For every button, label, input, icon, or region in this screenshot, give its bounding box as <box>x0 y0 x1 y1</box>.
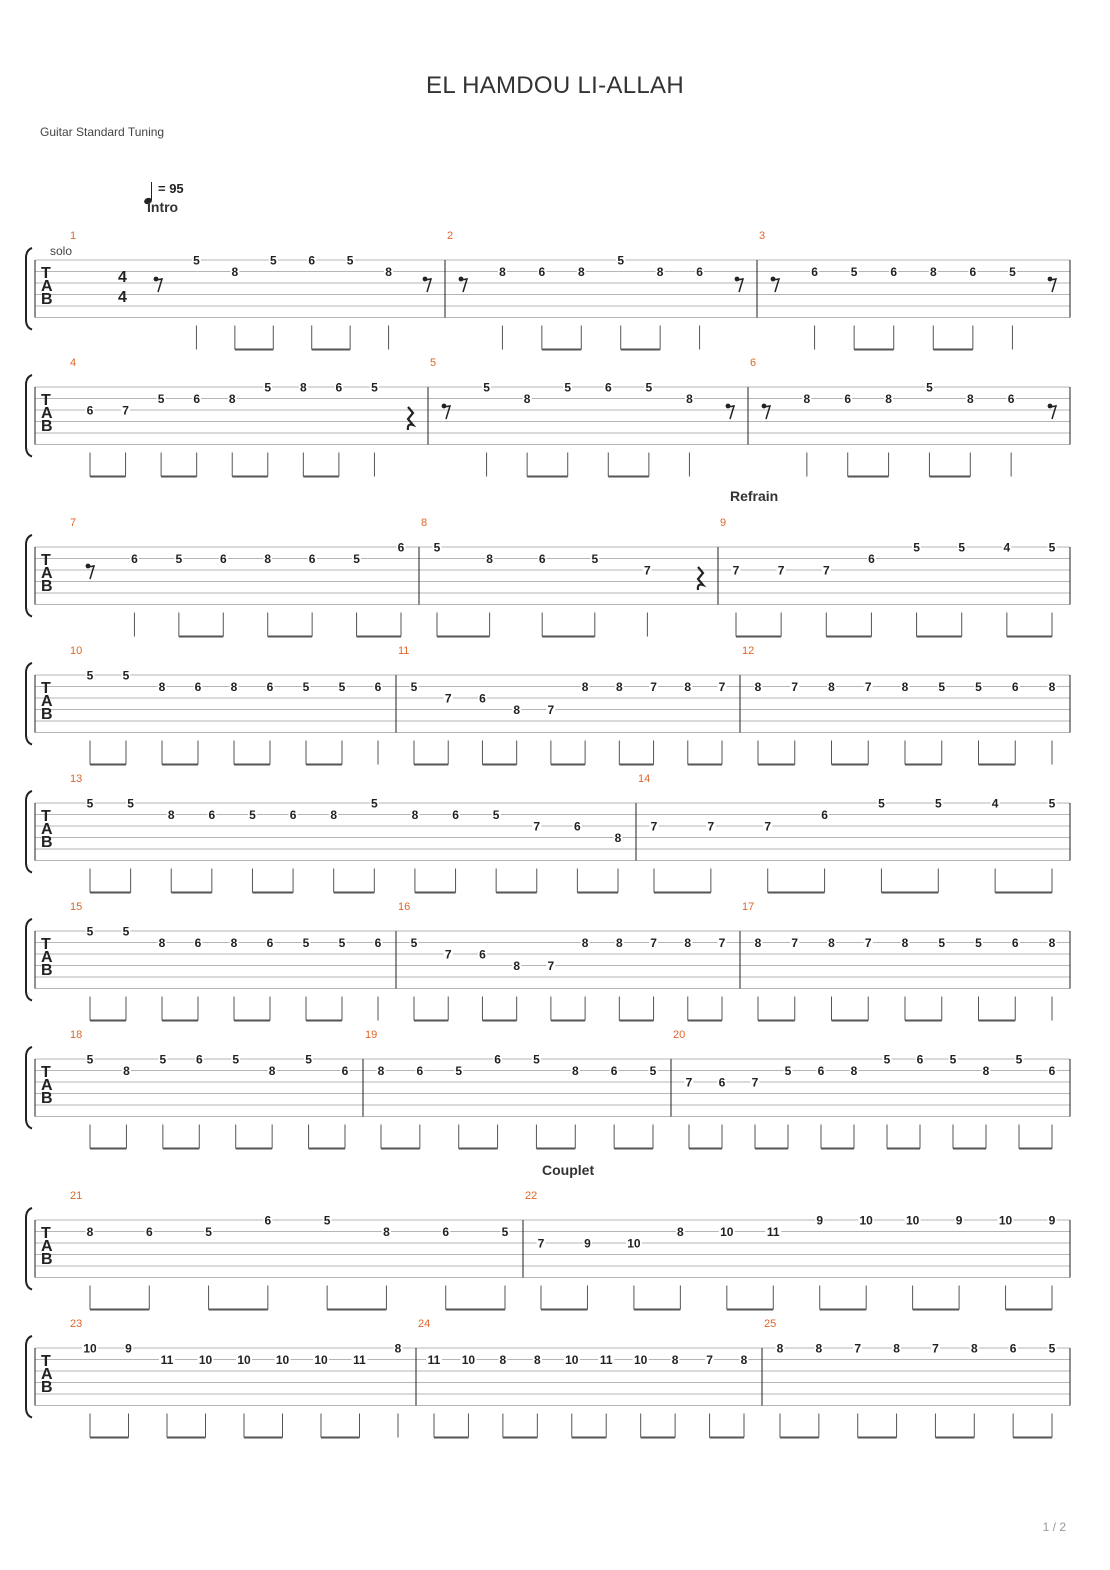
fret-number: 8 <box>228 392 236 406</box>
fret-number: 10 <box>198 1353 213 1367</box>
fret-number: 8 <box>828 680 835 694</box>
fret-number: 11 <box>427 1353 441 1367</box>
fret-number: 6 <box>219 552 227 566</box>
tab-clef-letter: T <box>41 552 51 569</box>
fret-number: 5 <box>157 392 165 406</box>
fret-number: 8 <box>901 680 909 694</box>
fret-number: 9 <box>955 1213 963 1228</box>
fret-number: 8 <box>268 1064 276 1078</box>
fret-number: 7 <box>732 563 740 578</box>
fret-number: 8 <box>499 1353 507 1367</box>
fret-number: 8 <box>383 1225 390 1239</box>
measure-number: 2 <box>447 230 454 242</box>
page-number: 1 / 2 <box>1042 1520 1066 1534</box>
fret-number: 7 <box>864 936 872 950</box>
fret-number: 8 <box>615 936 623 950</box>
fret-number: 8 <box>158 936 166 950</box>
fret-number: 7 <box>932 1341 939 1356</box>
fret-number: 6 <box>266 936 274 950</box>
section-intro: Intro <box>147 199 179 215</box>
fret-number: 10 <box>275 1353 290 1367</box>
fret-number: 5 <box>410 936 418 950</box>
tempo-marking: = 95 <box>158 181 184 196</box>
fret-number: 8 <box>686 392 693 406</box>
fret-number: 7 <box>650 680 657 694</box>
fret-number: 8 <box>614 831 622 845</box>
measure-number: 11 <box>398 645 410 657</box>
tab-clef-letter: A <box>41 821 53 838</box>
tab-clef-letter: B <box>41 706 53 723</box>
measure-number: 4 <box>70 357 77 369</box>
fret-number: 7 <box>764 819 772 834</box>
fret-number: 8 <box>776 1341 784 1356</box>
fret-number: 8 <box>299 380 307 395</box>
fret-number: 10 <box>720 1225 734 1239</box>
fret-number: 8 <box>411 808 419 822</box>
measure-number: 15 <box>70 901 83 913</box>
fret-number: 7 <box>751 1075 759 1090</box>
fret-number: 6 <box>193 392 201 406</box>
fret-number: 6 <box>289 808 297 822</box>
fret-number: 6 <box>452 808 459 822</box>
fret-number: 6 <box>335 380 343 395</box>
fret-number: 7 <box>650 936 657 950</box>
fret-number: 5 <box>353 552 360 566</box>
fret-number: 8 <box>86 1225 94 1239</box>
fret-number: 6 <box>194 680 202 694</box>
measure-number: 6 <box>750 357 757 369</box>
fret-number: 6 <box>916 1052 924 1067</box>
fret-number: 5 <box>883 1052 891 1067</box>
fret-number: 9 <box>584 1236 591 1251</box>
fret-number: 5 <box>305 1052 312 1067</box>
tab-clef-letter: B <box>41 1090 53 1107</box>
fret-number: 8 <box>571 1064 579 1078</box>
measure-number: 1 <box>70 230 77 242</box>
fret-number: 5 <box>433 540 441 555</box>
fret-number: 8 <box>385 265 392 279</box>
tab-clef-letter: T <box>41 680 51 697</box>
tab-clef-letter: T <box>41 936 51 953</box>
fret-number: 9 <box>816 1213 824 1228</box>
fret-number: 5 <box>338 936 346 950</box>
fret-number: 7 <box>707 819 715 834</box>
fret-number: 5 <box>175 552 183 566</box>
fret-number: 6 <box>1011 936 1019 950</box>
tab-clef-letter: B <box>41 962 53 979</box>
measure-number: 23 <box>70 1318 83 1330</box>
measure-number: 21 <box>70 1190 83 1202</box>
fret-number: 6 <box>374 936 382 950</box>
fret-number: 10 <box>859 1213 873 1228</box>
fret-number: 6 <box>86 403 94 418</box>
fret-number: 8 <box>885 392 892 406</box>
fret-number: 6 <box>145 1225 153 1239</box>
fret-number: 8 <box>684 680 692 694</box>
fret-number: 11 <box>766 1225 780 1239</box>
fret-number: 6 <box>341 1064 349 1078</box>
system-bracket <box>26 375 32 457</box>
fret-number: 6 <box>308 253 316 268</box>
fret-number: 5 <box>86 796 94 811</box>
tab-clef-letter: A <box>41 565 53 582</box>
fret-number: 7 <box>650 819 658 834</box>
fret-number: 8 <box>231 265 239 279</box>
fret-number: 5 <box>122 668 130 683</box>
fret-number: 7 <box>547 703 555 717</box>
fret-number: 10 <box>627 1236 641 1251</box>
fret-number: 8 <box>615 680 623 694</box>
fret-number: 6 <box>494 1052 501 1067</box>
fret-number: 8 <box>970 1341 978 1356</box>
fret-number: 5 <box>1015 1052 1023 1067</box>
fret-number: 8 <box>893 1341 900 1356</box>
fret-number: 7 <box>533 819 541 834</box>
fret-number: 7 <box>706 1353 713 1367</box>
fret-number: 10 <box>314 1353 328 1367</box>
fret-number: 6 <box>538 265 546 279</box>
fret-number: 8 <box>828 936 835 950</box>
tuning-label: Guitar Standard Tuning <box>40 125 165 139</box>
fret-number: 8 <box>1048 936 1056 950</box>
fret-number: 7 <box>864 680 872 694</box>
fret-number: 8 <box>982 1064 990 1078</box>
tab-clef-letter: A <box>41 1238 53 1255</box>
fret-number: 10 <box>237 1353 251 1367</box>
fret-number: 5 <box>193 253 200 268</box>
system-bracket <box>26 791 32 873</box>
fret-number: 8 <box>523 392 531 406</box>
fret-number: 8 <box>581 680 589 694</box>
fret-number: 10 <box>998 1213 1013 1228</box>
fret-number: 8 <box>677 1225 684 1239</box>
fret-number: 5 <box>323 1213 331 1228</box>
fret-number: 5 <box>564 380 572 395</box>
fret-number: 8 <box>513 959 521 973</box>
fret-number: 5 <box>127 796 134 811</box>
fret-number: 5 <box>232 1052 240 1067</box>
measure-number: 24 <box>418 1318 431 1330</box>
fret-number: 7 <box>685 1075 693 1090</box>
fret-number: 8 <box>901 936 909 950</box>
fret-number: 4 <box>1003 540 1011 555</box>
fret-number: 6 <box>264 1213 272 1228</box>
track-name: solo <box>50 244 73 258</box>
fret-number: 5 <box>371 380 378 395</box>
fret-number: 5 <box>850 265 858 279</box>
measure-number: 9 <box>720 517 727 529</box>
tab-clef-letter: A <box>41 1366 53 1383</box>
section-refrain: Refrain <box>730 488 779 504</box>
fret-number: 8 <box>377 1064 385 1078</box>
fret-number: 10 <box>633 1353 648 1367</box>
tab-clef-letter: A <box>41 278 53 295</box>
fret-number: 7 <box>444 947 452 962</box>
measure-number: 12 <box>742 645 755 657</box>
fret-number: 5 <box>249 808 256 822</box>
fret-number: 8 <box>754 680 762 694</box>
fret-number: 5 <box>338 680 346 694</box>
fret-number: 5 <box>1048 796 1056 811</box>
system-bracket <box>26 1336 32 1418</box>
fret-number: 6 <box>131 552 138 566</box>
measure-number: 7 <box>70 517 77 529</box>
fret-number: 8 <box>656 265 664 279</box>
tab-clef-letter: A <box>41 949 53 966</box>
fret-number: 6 <box>844 392 852 406</box>
fret-number: 8 <box>123 1064 130 1078</box>
fret-number: 10 <box>461 1353 476 1367</box>
time-signature-digit: 4 <box>118 269 127 286</box>
fret-number: 6 <box>208 808 216 822</box>
measure-number: 16 <box>398 901 411 913</box>
fret-number: 5 <box>269 253 277 268</box>
fret-number: 6 <box>610 1064 618 1078</box>
fret-number: 5 <box>86 1052 94 1067</box>
fret-number: 5 <box>784 1064 792 1078</box>
fret-number: 8 <box>929 265 937 279</box>
tab-clef-letter: A <box>41 405 53 422</box>
fret-number: 6 <box>1048 1064 1056 1078</box>
measure-number: 10 <box>70 645 83 657</box>
fret-number: 7 <box>718 936 726 950</box>
fret-number: 8 <box>581 936 589 950</box>
fret-number: 11 <box>353 1353 366 1367</box>
fret-number: 8 <box>264 552 272 566</box>
tab-clef-letter: T <box>41 1225 51 1242</box>
fret-number: 8 <box>533 1353 541 1367</box>
fret-number: 5 <box>975 936 982 950</box>
tab-clef-letter: T <box>41 265 51 282</box>
measure-number: 8 <box>421 517 428 529</box>
fret-number: 6 <box>811 265 818 279</box>
fret-number: 7 <box>122 403 129 418</box>
tab-clef-letter: B <box>41 291 53 308</box>
fret-number: 5 <box>346 253 354 268</box>
fret-number: 6 <box>817 1064 825 1078</box>
fret-number: 5 <box>649 1064 657 1078</box>
fret-number: 8 <box>330 808 338 822</box>
fret-number: 5 <box>949 1052 957 1067</box>
fret-number: 6 <box>479 947 486 962</box>
fret-number: 5 <box>878 796 885 811</box>
system-bracket <box>26 919 32 1001</box>
system-bracket <box>26 1208 32 1290</box>
fret-number: 8 <box>486 552 493 566</box>
fret-number: 5 <box>122 924 130 939</box>
fret-number: 6 <box>1007 392 1015 406</box>
fret-number: 5 <box>913 540 920 555</box>
fret-number: 5 <box>1048 1341 1056 1356</box>
fret-number: 6 <box>1009 1341 1017 1356</box>
tab-clef-letter: B <box>41 834 53 851</box>
fret-number: 8 <box>671 1353 679 1367</box>
fret-number: 5 <box>938 936 946 950</box>
fret-number: 7 <box>791 680 799 694</box>
fret-number: 6 <box>890 265 898 279</box>
measure-number: 22 <box>525 1190 538 1202</box>
fret-number: 7 <box>777 563 785 578</box>
fret-number: 5 <box>926 380 933 395</box>
fret-number: 5 <box>159 1052 167 1067</box>
fret-number: 5 <box>938 680 946 694</box>
fret-number: 8 <box>966 392 974 406</box>
fret-number: 6 <box>374 680 382 694</box>
fret-number: 6 <box>195 1052 203 1067</box>
fret-number: 5 <box>492 808 500 822</box>
fret-number: 8 <box>158 680 166 694</box>
section-couplet: Couplet <box>542 1162 595 1178</box>
fret-number: 8 <box>754 936 762 950</box>
fret-number: 5 <box>617 253 625 268</box>
fret-number: 5 <box>410 680 418 694</box>
measure-number: 25 <box>764 1318 777 1330</box>
fret-number: 11 <box>599 1353 613 1367</box>
fret-number: 6 <box>718 1075 726 1090</box>
fret-number: 6 <box>266 680 274 694</box>
fret-number: 7 <box>547 959 555 973</box>
fret-number: 6 <box>479 691 486 706</box>
fret-number: 6 <box>868 552 875 566</box>
fret-number: 6 <box>194 936 202 950</box>
fret-number: 5 <box>645 380 653 395</box>
tab-clef-letter: A <box>41 1077 53 1094</box>
fret-number: 7 <box>537 1236 545 1251</box>
fret-number: 5 <box>591 552 599 566</box>
measure-number: 17 <box>742 901 755 913</box>
fret-number: 5 <box>501 1225 509 1239</box>
tab-clef-letter: B <box>41 578 53 595</box>
fret-number: 4 <box>991 796 999 811</box>
fret-number: 6 <box>1011 680 1019 694</box>
fret-number: 5 <box>533 1052 540 1067</box>
measure-number: 3 <box>759 230 766 242</box>
fret-number: 6 <box>416 1064 424 1078</box>
fret-number: 7 <box>822 563 830 578</box>
fret-number: 5 <box>302 936 310 950</box>
fret-number: 8 <box>1048 680 1056 694</box>
measure-number: 20 <box>673 1029 686 1041</box>
fret-number: 5 <box>975 680 982 694</box>
fret-number: 6 <box>696 265 703 279</box>
fret-number: 7 <box>444 691 452 706</box>
fret-number: 7 <box>854 1341 862 1356</box>
fret-number: 6 <box>308 552 316 566</box>
fret-number: 9 <box>125 1341 132 1356</box>
fret-number: 8 <box>850 1064 858 1078</box>
fret-number: 9 <box>1048 1213 1056 1228</box>
measure-number: 18 <box>70 1029 83 1041</box>
tab-clef-letter: T <box>41 1064 51 1081</box>
fret-number: 7 <box>791 936 799 950</box>
system-bracket <box>26 248 32 330</box>
system-bracket <box>26 535 32 617</box>
fret-number: 6 <box>397 540 405 555</box>
system-bracket <box>26 1047 32 1129</box>
fret-number: 6 <box>538 552 546 566</box>
fret-number: 10 <box>565 1353 579 1367</box>
fret-number: 7 <box>644 563 651 578</box>
fret-number: 5 <box>370 796 378 811</box>
fret-number: 6 <box>969 265 977 279</box>
fret-number: 8 <box>577 265 585 279</box>
fret-number: 5 <box>86 668 94 683</box>
measure-number: 19 <box>365 1029 378 1041</box>
fret-number: 8 <box>684 936 692 950</box>
fret-number: 5 <box>934 796 942 811</box>
fret-number: 6 <box>442 1225 450 1239</box>
fret-number: 6 <box>574 819 581 834</box>
fret-number: 5 <box>264 380 272 395</box>
tab-clef-letter: B <box>41 1379 53 1396</box>
fret-number: 5 <box>86 924 94 939</box>
fret-number: 5 <box>302 680 310 694</box>
measure-number: 14 <box>638 773 651 785</box>
system-bracket <box>26 663 32 745</box>
tab-clef-letter: T <box>41 392 51 409</box>
fret-number: 10 <box>905 1213 920 1228</box>
tab-clef-letter: T <box>41 1353 51 1370</box>
measure-number: 5 <box>430 357 437 369</box>
fret-number: 11 <box>160 1353 174 1367</box>
tab-clef-letter: B <box>41 418 53 435</box>
fret-number: 8 <box>740 1353 748 1367</box>
measure-number: 13 <box>70 773 83 785</box>
fret-number: 8 <box>230 680 238 694</box>
fret-number: 5 <box>455 1064 463 1078</box>
fret-number: 8 <box>815 1341 823 1356</box>
fret-number: 6 <box>821 808 828 822</box>
time-signature-digit: 4 <box>118 289 127 306</box>
tab-clef-letter: A <box>41 693 53 710</box>
fret-number: 8 <box>167 808 175 822</box>
fret-number: 6 <box>604 380 612 395</box>
fret-number: 8 <box>499 265 506 279</box>
fret-number: 8 <box>513 703 521 717</box>
fret-number: 10 <box>83 1341 97 1356</box>
tab-clef-letter: B <box>41 1251 53 1268</box>
fret-number: 7 <box>718 680 726 694</box>
tab-clef-letter: T <box>41 808 51 825</box>
fret-number: 8 <box>803 392 811 406</box>
fret-number: 5 <box>1048 540 1056 555</box>
fret-number: 5 <box>1009 265 1016 279</box>
fret-number: 5 <box>958 540 966 555</box>
fret-number: 5 <box>205 1225 212 1239</box>
score-title: EL HAMDOU LI-ALLAH <box>426 72 684 99</box>
fret-number: 8 <box>394 1341 402 1356</box>
fret-number: 5 <box>483 380 490 395</box>
fret-number: 8 <box>230 936 238 950</box>
